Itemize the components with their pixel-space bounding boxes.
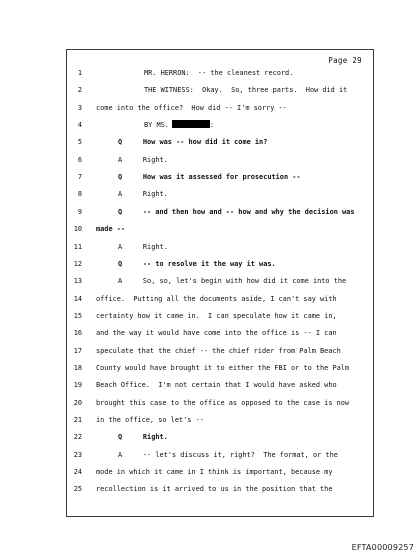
line-text — [96, 362, 349, 374]
line-text — [118, 154, 168, 166]
line-text — [96, 327, 337, 339]
line-number: 24 — [73, 468, 82, 477]
line-text-content: A Right. — [118, 155, 168, 164]
line-text-content: Q -- to resolve it the way it was. — [118, 259, 276, 268]
line-number: 22 — [73, 433, 82, 442]
line-number: 14 — [73, 294, 82, 303]
transcript-line — [68, 275, 373, 287]
line-suffix: : — [209, 121, 215, 130]
line-text — [118, 241, 168, 253]
line-text — [96, 379, 337, 391]
line-text-content: and the way it would have come into the office is -- I can — [96, 329, 337, 338]
transcript-line — [68, 483, 373, 495]
transcript-line — [68, 397, 373, 409]
line-text — [96, 397, 349, 409]
line-text — [144, 84, 347, 96]
line-text — [144, 67, 293, 79]
line-text — [118, 136, 267, 148]
transcript-line — [68, 327, 373, 339]
line-text-content: Q -- and then how and -- how and why the decision was — [118, 207, 355, 216]
line-text-content: MR. HERRON: -- the cleanest record. — [144, 69, 294, 77]
line-text — [144, 119, 214, 131]
transcript-line — [68, 258, 373, 270]
transcript-line — [68, 136, 373, 148]
line-text — [118, 449, 338, 461]
line-text-content: A So, so, let's begin with how did it come into the — [118, 277, 347, 286]
transcript-line — [68, 206, 373, 218]
line-text — [96, 414, 204, 426]
line-text-content: Beach Office. I'm not certain that I would have asked who — [96, 381, 337, 390]
line-text-content: brought this case to the office as opposed to the case is now — [96, 398, 350, 407]
line-text-content: A -- let's discuss it, right? The format, or the — [118, 450, 338, 459]
line-number: 11 — [73, 242, 82, 251]
line-text-content: office. Putting all the documents aside, I can't say with — [96, 294, 337, 303]
line-number: 8 — [77, 190, 82, 199]
line-text-content: A Right. — [118, 190, 168, 199]
line-number: 16 — [73, 329, 82, 338]
line-number: 7 — [77, 173, 82, 182]
line-text-content: County would have brought it to either the FBI or to the Palm — [96, 363, 350, 372]
line-text-content: speculate that the chief -- the chief rider from Palm Beach — [96, 346, 341, 355]
line-number: 3 — [77, 103, 82, 112]
transcript-line — [68, 345, 373, 357]
line-number: 25 — [73, 485, 82, 494]
line-text — [96, 466, 332, 478]
line-text — [118, 206, 354, 218]
line-text-content: made -- — [96, 225, 126, 234]
line-text-content: mode in which it came in I think is important, because my — [96, 468, 333, 477]
line-number: 5 — [77, 138, 82, 147]
line-number: 10 — [73, 225, 82, 234]
line-number: 9 — [77, 207, 82, 216]
transcript-line — [68, 293, 373, 305]
line-text-content: THE WITNESS: Okay. So, three parts. How did it — [144, 86, 348, 95]
document-id-stamp: EFTA00009257 — [351, 543, 414, 552]
line-number: 19 — [73, 381, 82, 390]
transcript-line — [68, 102, 373, 114]
line-number: 2 — [77, 86, 82, 95]
line-text-content: certainty how it came in. I can speculate how it came in, — [96, 311, 337, 320]
line-number: 12 — [73, 259, 82, 268]
line-text-content: come into the office? How did -- I'm sorry -- — [96, 103, 287, 112]
transcript-line — [68, 223, 373, 235]
transcript-line — [68, 431, 373, 443]
line-text-content: recollection is it arrived to us in the position that the — [96, 485, 333, 494]
line-number: 4 — [77, 121, 82, 130]
transcript-line — [68, 154, 373, 166]
line-number: 6 — [77, 155, 82, 164]
transcript-line — [68, 84, 373, 96]
line-text — [118, 171, 301, 183]
line-text — [96, 345, 341, 357]
line-text-content: Q How was -- how did it come in? — [118, 138, 268, 147]
transcript-line — [68, 466, 373, 478]
line-text — [118, 258, 276, 270]
line-text — [96, 223, 125, 235]
transcript-line — [68, 414, 373, 426]
line-number: 18 — [73, 363, 82, 372]
transcript-line — [68, 119, 373, 131]
transcript-line — [68, 449, 373, 461]
line-text — [118, 275, 346, 287]
transcript-line — [68, 171, 373, 183]
transcript-line — [68, 310, 373, 322]
transcript-line — [68, 67, 373, 79]
line-text — [118, 431, 168, 443]
line-text-content: Q Right. — [118, 433, 168, 442]
page-number: Page 29 — [328, 56, 362, 65]
line-text — [96, 293, 337, 305]
transcript-line — [68, 362, 373, 374]
line-text-content: BY MS. — [144, 121, 169, 130]
line-number: 20 — [73, 398, 82, 407]
redaction-box — [172, 120, 210, 128]
transcript-line — [68, 379, 373, 391]
line-text-content: in the office, so let's -- — [96, 416, 204, 424]
transcript-line — [68, 241, 373, 253]
line-number: 21 — [73, 416, 82, 424]
line-number: 1 — [77, 69, 82, 77]
line-number: 23 — [73, 450, 82, 459]
line-number: 17 — [73, 346, 82, 355]
line-text — [96, 310, 337, 322]
line-text — [118, 188, 168, 200]
line-text-content: Q How was it assessed for prosecution -- — [118, 173, 301, 182]
line-text — [96, 483, 332, 495]
line-number: 13 — [73, 277, 82, 286]
transcript-line — [68, 188, 373, 200]
line-text-content: A Right. — [118, 242, 168, 251]
line-number: 15 — [73, 311, 82, 320]
line-text — [96, 102, 287, 114]
